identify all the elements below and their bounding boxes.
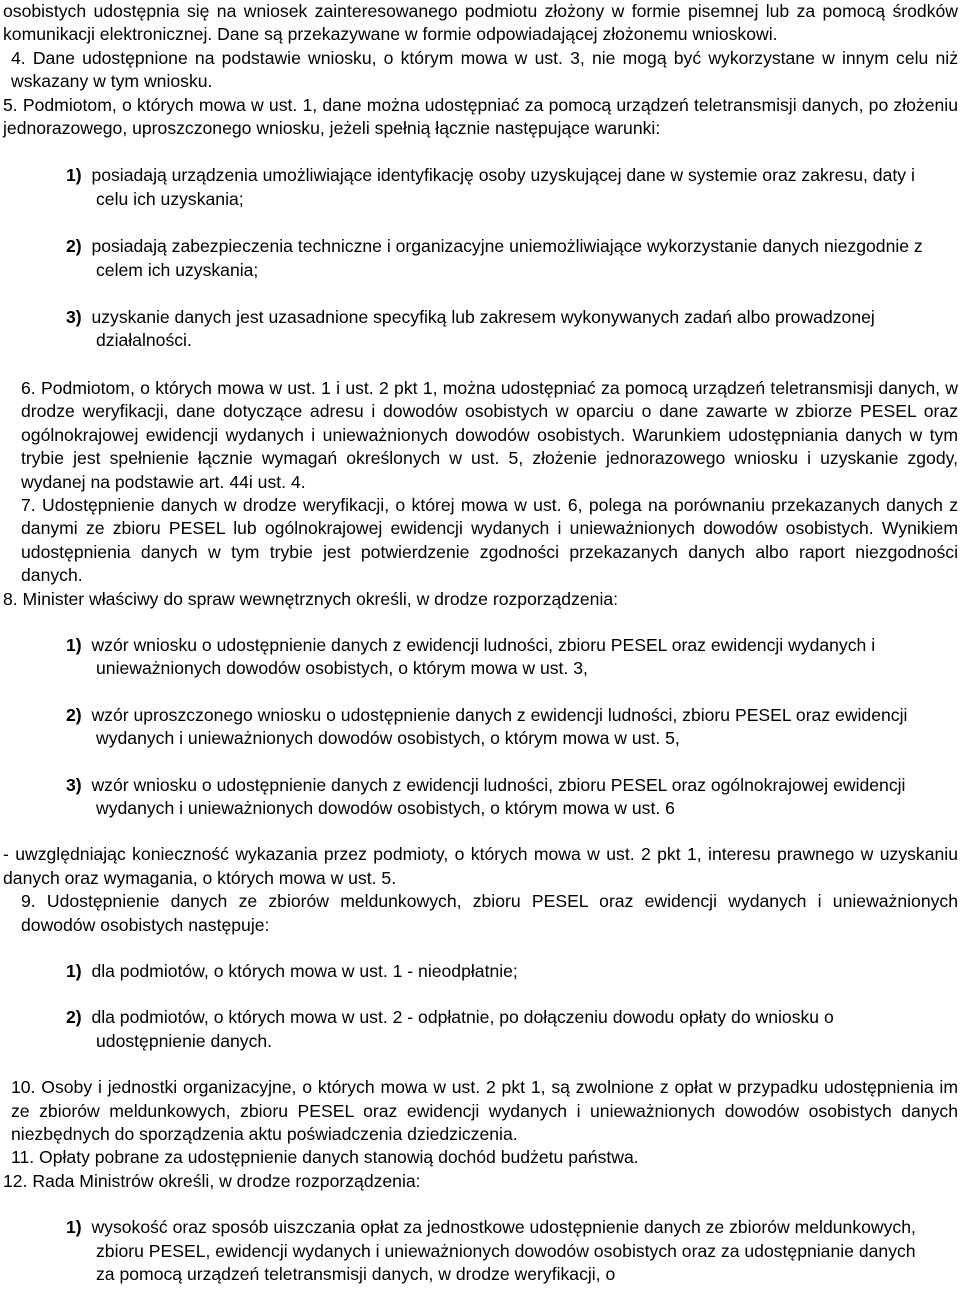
list-text: posiadają urządzenia umożliwiające identyfikację osoby uzyskującej dane w systemie oraz zakresu, daty i celu ich uzyskania; (91, 165, 915, 209)
list-number: 1) (66, 634, 82, 655)
list-item-8-2 (66, 704, 938, 751)
list-item-5-3 (66, 306, 938, 353)
paragraph-10: 10. Osoby i jednostki organizacyjne, o których mowa w ust. 2 pkt 1, są zwolnione z opłat w przypadku udostępnienia im ze zbiorów meldunkowych, zbioru PESEL oraz ewidencji wydanych i unieważnionych dowodów osobistych danych niezbędnych do sporządzenia aktu poświadczenia dziedziczenia. (11, 1077, 958, 1145)
paragraph-8-tail: - uwzględniając konieczność wykazania przez podmioty, o których mowa w ust. 2 pkt 1, interesu prawnego w uzyskaniu danych oraz wymagania, o których mowa w ust. 5. (3, 844, 958, 888)
spacer (3, 820, 958, 843)
paragraph-7: 7. Udostępnienie danych w drodze weryfikacji, o której mowa w ust. 6, polega na porównaniu przekazanych danych z danymi ze zbioru PESEL lub ogólnokrajowej ewidencji wydanych i unieważnionych dowodów osobistych. Wynikiem udostępnienia danych w tym trybie jest potwierdzenie zgodności przekazanych danych albo raport niezgodności danych. (21, 494, 958, 586)
list-text: wysokość oraz sposób uiszczania opłat za jednostkowe udostępnienie danych ze zbiorów meldunkowych, zbioru PESEL, ewidencji wydanych i unieważnionych dowodów osobistych oraz za udostępnianie danych za pomocą urządzeń teletransmisji danych, w drodze weryfikacji, o (91, 1217, 916, 1285)
paragraph-12: 12. Rada Ministrów określi, w drodze rozporządzenia: (3, 1170, 421, 1191)
list-number: 2) (66, 704, 82, 725)
paragraph-5: 5. Podmiotom, o których mowa w ust. 1, dane można udostępniać za pomocą urządzeń teletransmisji danych, po złożeniu jednorazowego, uproszczonego wniosku, jeżeli spełnią łącznie następujące warunki: (3, 94, 958, 139)
spacer (3, 140, 958, 164)
list-item-8-1 (66, 634, 938, 681)
list-number: 1) (66, 165, 82, 186)
list-item-5-1 (66, 164, 938, 211)
list-number: 2) (66, 1007, 82, 1028)
list-number: 1) (66, 1217, 82, 1238)
list-item-8-3 (66, 774, 938, 821)
list-text: dla podmiotów, o których mowa w ust. 1 - nieodpłatnie; (91, 961, 518, 981)
list-number: 3) (66, 774, 82, 795)
list-number: 2) (66, 236, 82, 257)
list-item-5-2 (66, 235, 938, 282)
list-text: wzór wniosku o udostępnienie danych z ewidencji ludności, zbioru PESEL oraz ogólnokrajowej ewidencji wydanych i unieważnionych dowodów osobistych, o którym mowa w ust. 6 (91, 774, 906, 818)
paragraph-9: 9. Udostępnienie danych ze zbiorów meldunkowych, zbioru PESEL oraz ewidencji wydanych i unieważnionych dowodów osobistych następuje: (21, 891, 958, 935)
list-item-12-1 (66, 1216, 938, 1286)
list-text: dla podmiotów, o których mowa w ust. 2 - odpłatnie, po dołączeniu dowodu opłaty do wniosku o udostępnienie danych. (91, 1007, 834, 1051)
list-number: 1) (66, 961, 82, 981)
list-text: posiadają zabezpieczenia techniczne i organizacyjne uniemożliwiające wykorzystanie danych niezgodnie z celem ich uzyskania; (91, 236, 923, 280)
list-text: uzyskanie danych jest uzasadnione specyfiką lub zakresem wykonywanych zadań albo prowadzonej działalności. (91, 307, 875, 351)
spacer (3, 1193, 958, 1216)
spacer (3, 937, 958, 960)
list-item-9-2 (66, 1006, 938, 1053)
spacer (3, 1053, 958, 1076)
paragraph-4: 4. Dane udostępnione na podstawie wniosku, o którym mowa w ust. 3, nie mogą być wykorzystane w innym celu niż wskazany w tym wniosku. (11, 47, 958, 92)
spacer (3, 611, 958, 634)
paragraph-8: 8. Minister właściwy do spraw wewnętrznych określi, w drodze rozporządzenia: (3, 588, 619, 609)
list-text: wzór uproszczonego wniosku o udostępnienie danych z ewidencji ludności, zbioru PESEL oraz ewidencji wydanych i unieważnionych dowodów osobistych, o którym mowa w ust. 5, (91, 704, 908, 749)
spacer (3, 282, 958, 306)
spacer (3, 751, 958, 774)
spacer (3, 983, 958, 1006)
list-item-9-1 (66, 960, 938, 983)
paragraph-6: 6. Podmiotom, o których mowa w ust. 1 i ust. 2 pkt 1, można udostępniać za pomocą urządzeń teletransmisji danych, w drodze weryfikacji, dane dotyczące adresu i dowodów osobistych w oparciu o dane zawarte w zbiorze PESEL oraz ogólnokrajowej ewidencji wydanych i unieważnionych dowodów osobistych. Warunkiem udostępniania danych w tym trybie jest spełnienie łącznie wymagań określonych w ust. 5, złożenie jednorazowego wniosku i uzyskanie zgody, wydanej na podstawie art. 44i ust. 4. (21, 377, 958, 492)
spacer (3, 353, 958, 377)
paragraph-11: 11. Opłaty pobrane za udostępnienie danych stanowią dochód budżetu państwa. (11, 1147, 639, 1168)
spacer (3, 211, 958, 235)
spacer (3, 681, 958, 704)
paragraph-3-continuation: osobistych udostępnia się na wniosek zainteresowanego podmiotu złożony w formie pisemnej lub za pomocą środków komunikacji elektronicznej. Dane są przekazywane w formie odpowiadającej złożonemu wnioskowi. (3, 1, 958, 45)
list-text: wzór wniosku o udostępnienie danych z ewidencji ludności, zbioru PESEL oraz ewidencji wydanych i unieważnionych dowodów osobistych, o którym mowa w ust. 3, (91, 634, 876, 679)
list-number: 3) (66, 307, 82, 328)
document-page (3, 0, 958, 1286)
